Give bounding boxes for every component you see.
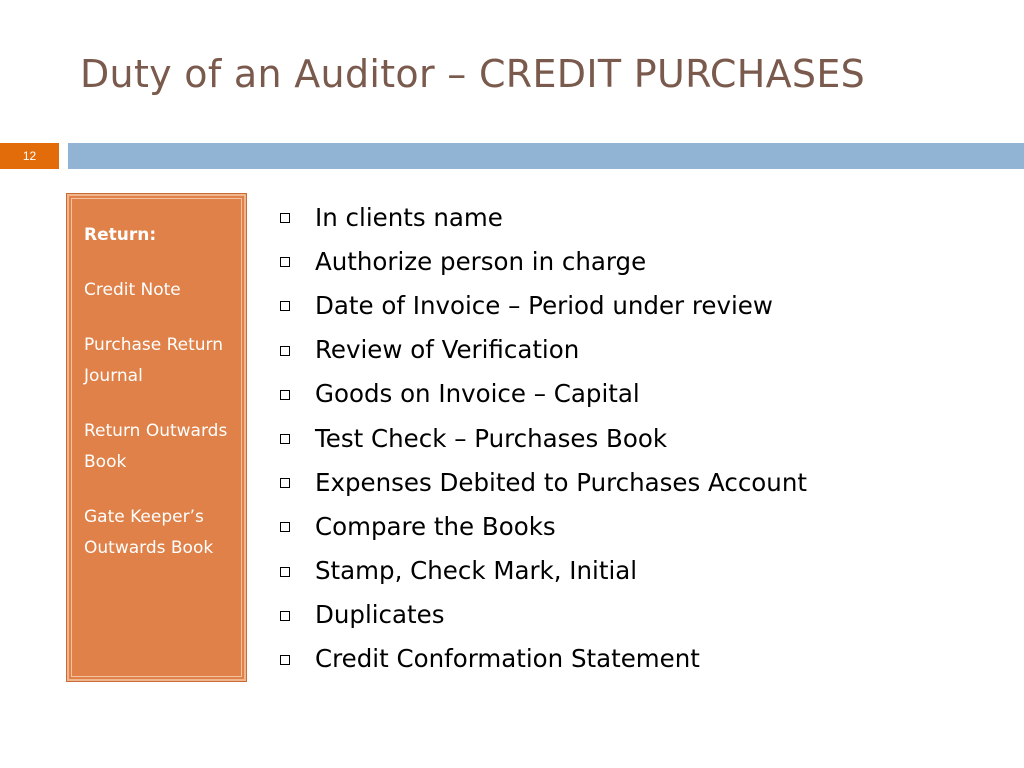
list-item-text: Test Check – Purchases Book <box>315 423 668 453</box>
slide-title: Duty of an Auditor – CREDIT PURCHASES <box>80 52 866 96</box>
list-item-text: Goods on Invoice – Capital <box>315 379 640 409</box>
list-item <box>276 504 807 548</box>
hollow-square-bullet-icon <box>280 390 290 400</box>
list-item-text: Duplicates <box>315 600 445 630</box>
list-item-text: Compare the Books <box>315 511 556 541</box>
sidebar-item-return-outwards-book: Return Outwards Book <box>84 421 228 472</box>
list-item-text: Expenses Debited to Purchases Account <box>315 467 807 497</box>
sidebar-item-gate-keepers-outwards-book: Gate Keeper’s Outwards Book <box>84 507 214 558</box>
sidebar-item-credit-note: Credit Note <box>84 280 181 300</box>
hollow-square-bullet-icon <box>280 655 290 665</box>
hollow-square-bullet-icon <box>280 346 290 356</box>
list-item <box>276 372 807 416</box>
list-item <box>276 283 807 327</box>
list-item-text: Stamp, Check Mark, Initial <box>315 556 638 586</box>
header-bar <box>68 143 1024 169</box>
hollow-square-bullet-icon <box>280 213 290 223</box>
list-item <box>276 593 807 637</box>
audit-duty-list <box>276 195 807 681</box>
list-item <box>276 239 807 283</box>
list-item-text: Credit Conformation Statement <box>315 644 700 674</box>
list-item <box>276 460 807 504</box>
slide-page-number: 12 <box>0 143 59 169</box>
list-item <box>276 328 807 372</box>
hollow-square-bullet-icon <box>280 567 290 577</box>
hollow-square-bullet-icon <box>280 301 290 311</box>
list-item-text: Review of Verification <box>315 335 580 365</box>
list-item <box>276 195 807 239</box>
list-item-text: In clients name <box>315 202 503 232</box>
hollow-square-bullet-icon <box>280 257 290 267</box>
hollow-square-bullet-icon <box>280 434 290 444</box>
list-item-text: Date of Invoice – Period under review <box>315 290 773 320</box>
return-sidebar-panel <box>66 193 247 682</box>
sidebar-heading: Return: <box>84 225 157 245</box>
list-item <box>276 416 807 460</box>
list-item <box>276 549 807 593</box>
hollow-square-bullet-icon <box>280 522 290 532</box>
list-item-text: Authorize person in charge <box>315 246 647 276</box>
list-item <box>276 637 807 681</box>
hollow-square-bullet-icon <box>280 478 290 488</box>
hollow-square-bullet-icon <box>280 611 290 621</box>
sidebar-item-purchase-return-journal: Purchase Return Journal <box>84 335 224 386</box>
